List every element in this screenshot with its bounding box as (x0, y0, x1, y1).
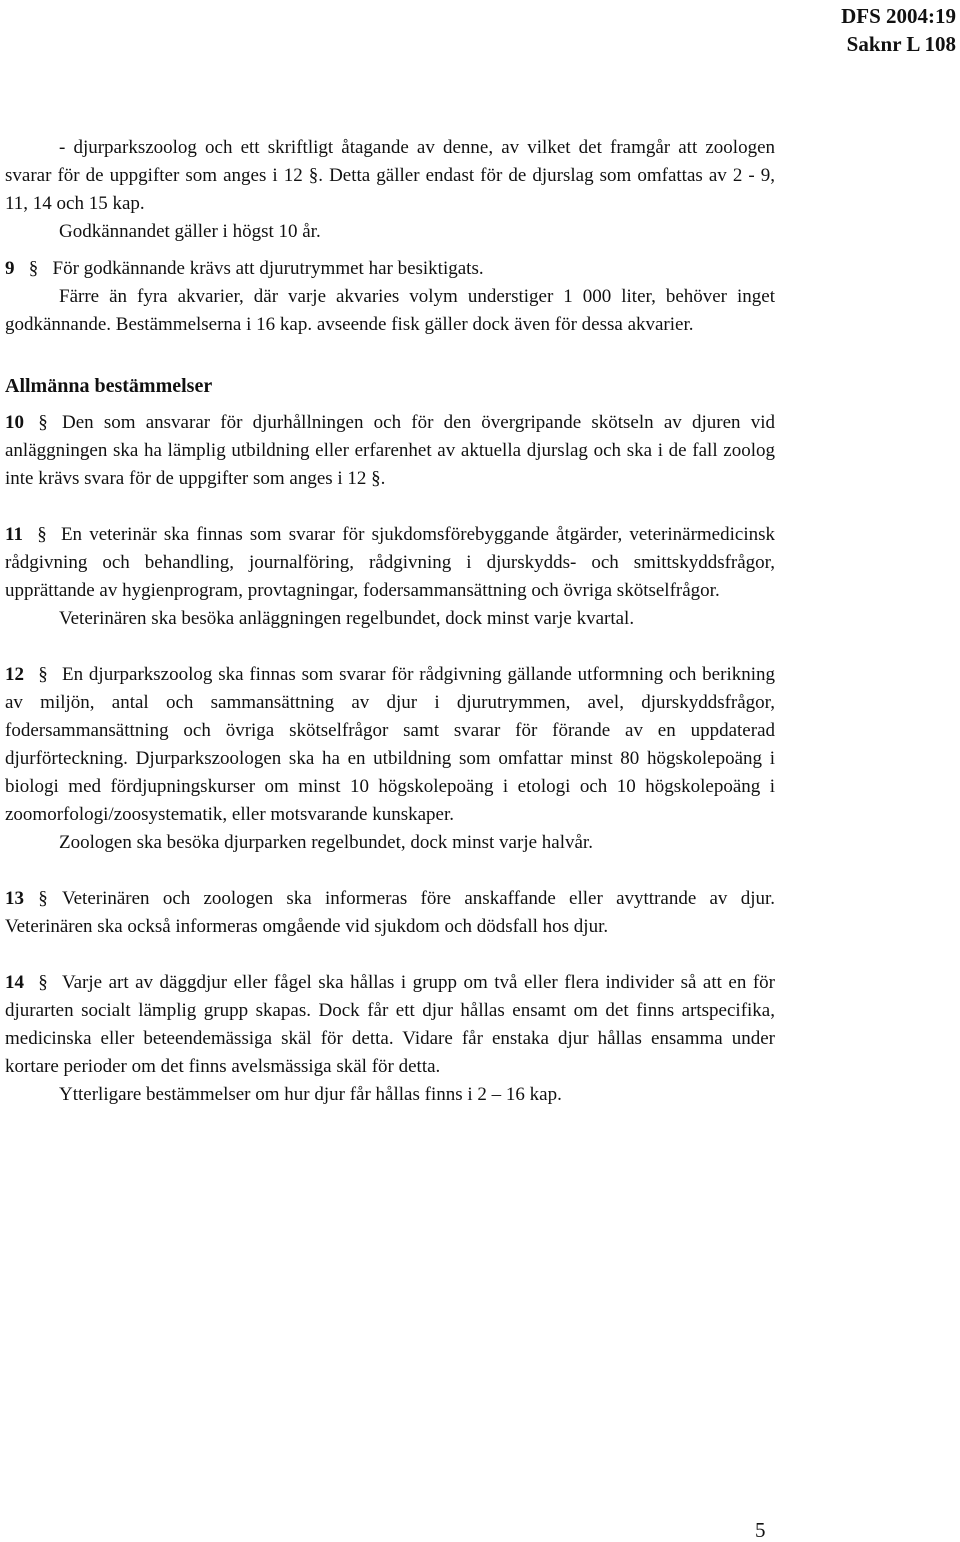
section-9 (5, 255, 775, 283)
header-doc-number: DFS 2004:19 (841, 4, 956, 28)
page-number: 5 (755, 1518, 766, 1542)
document-header (841, 2, 956, 58)
section-number: 10 (5, 412, 24, 433)
section-12-text: En djurparkszoolog ska finnas som svarar för rådgivning gällande utformning och berikning av miljön, antal och sammansättning av djur i djurutrymmen, avel, djurskyddsfrågor, fodersammansättning och övriga skötselfrågor samt svarar för förande av en uppdaterad djurförteckning. Djurparkszoologen ska ha en utbildning som omfattar minst 80 högskolepoäng i biologi med fördjupningskurser om minst 10 högskolepoäng i etologi och 10 högskolepoäng i zoomorfologi/zoosystematik, eller motsvarande kunskaper. (5, 664, 775, 825)
section-14-paragraph-2: Ytterligare bestämmelser om hur djur får hållas finns i 2 – 16 kap. (59, 1084, 562, 1105)
section-number: 11 (5, 524, 23, 545)
section-sign: § (38, 664, 48, 685)
section-11-text: En veterinär ska finnas som svarar för sjukdomsförebyggande åtgärder, veterinärmedicinsk rådgivning och behandling, journalföring, rådgivning i djurskydds- och smittskyddsfrågor, upprättande av hygienprogram, provtagningar, fodersammansättning och övriga skötselfrågor. (5, 524, 775, 601)
document-body (5, 134, 775, 1109)
section-sign: § (37, 524, 47, 545)
section-12 (5, 661, 775, 829)
section-sign: § (38, 972, 48, 993)
section-10-text: Den som ansvarar för djurhållningen och för den övergripande skötseln av djuren vid anläggningen ska ha lämplig utbildning eller erfarenhet av aktuella djurslag och ska i de fall zoolog inte krävs svara för de uppgifter som anges i 12 §. (5, 412, 775, 489)
paragraph-zoolog-commitment: - djurparkszoolog och ett skriftligt åtagande av denne, av vilket det framgår att zoologen svarar för de uppgifter som anges i 12 §. Detta gäller endast för de djurslag som omfattas av 2 - 9, 11, 14 och 15 kap. (5, 137, 775, 214)
section-9-paragraph-2: Färre än fyra akvarier, där varje akvaries volym understiger 1 000 liter, behöver inget godkännande. Bestämmelserna i 16 kap. avseende fisk gäller dock även för dessa akvarier. (5, 286, 775, 335)
section-number: 14 (5, 972, 24, 993)
section-9-text: För godkännande krävs att djurutrymmet har besiktigats. (52, 258, 484, 279)
section-14-text: Varje art av däggdjur eller fågel ska hållas i grupp om två eller flera individer så att en för djurarten socialt lämplig grupp skapas. Dock får ett djur hållas ensamt om det finns artspecifika, medicinska eller beteendemässiga skäl för detta. Vidare får enstaka djur hållas ensamma under kortare perioder om det finns avelsmässiga skäl för detta. (5, 972, 775, 1077)
section-sign: § (38, 412, 48, 433)
section-12-paragraph-2: Zoologen ska besöka djurparken regelbundet, dock minst varje halvår. (59, 832, 593, 853)
section-number: 13 (5, 888, 24, 909)
section-10 (5, 409, 775, 493)
section-11-paragraph-2: Veterinären ska besöka anläggningen regelbundet, dock minst varje kvartal. (59, 608, 635, 629)
section-sign: § (28, 258, 39, 279)
section-sign: § (38, 888, 48, 909)
section-number: 12 (5, 664, 24, 685)
section-number: 9 (5, 258, 15, 279)
section-13 (5, 885, 775, 941)
section-11 (5, 521, 775, 605)
paragraph-approval-validity: Godkännandet gäller i högst 10 år. (59, 221, 321, 242)
heading-general-provisions: Allmänna bestämmelser (5, 375, 213, 397)
section-13-text: Veterinären och zoologen ska informeras före anskaffande eller avyttrande av djur. Veterinären ska också informeras omgående vid sjukdom och dödsfall hos djur. (5, 888, 775, 937)
section-14 (5, 969, 775, 1081)
header-case-number: Saknr L 108 (846, 32, 956, 56)
